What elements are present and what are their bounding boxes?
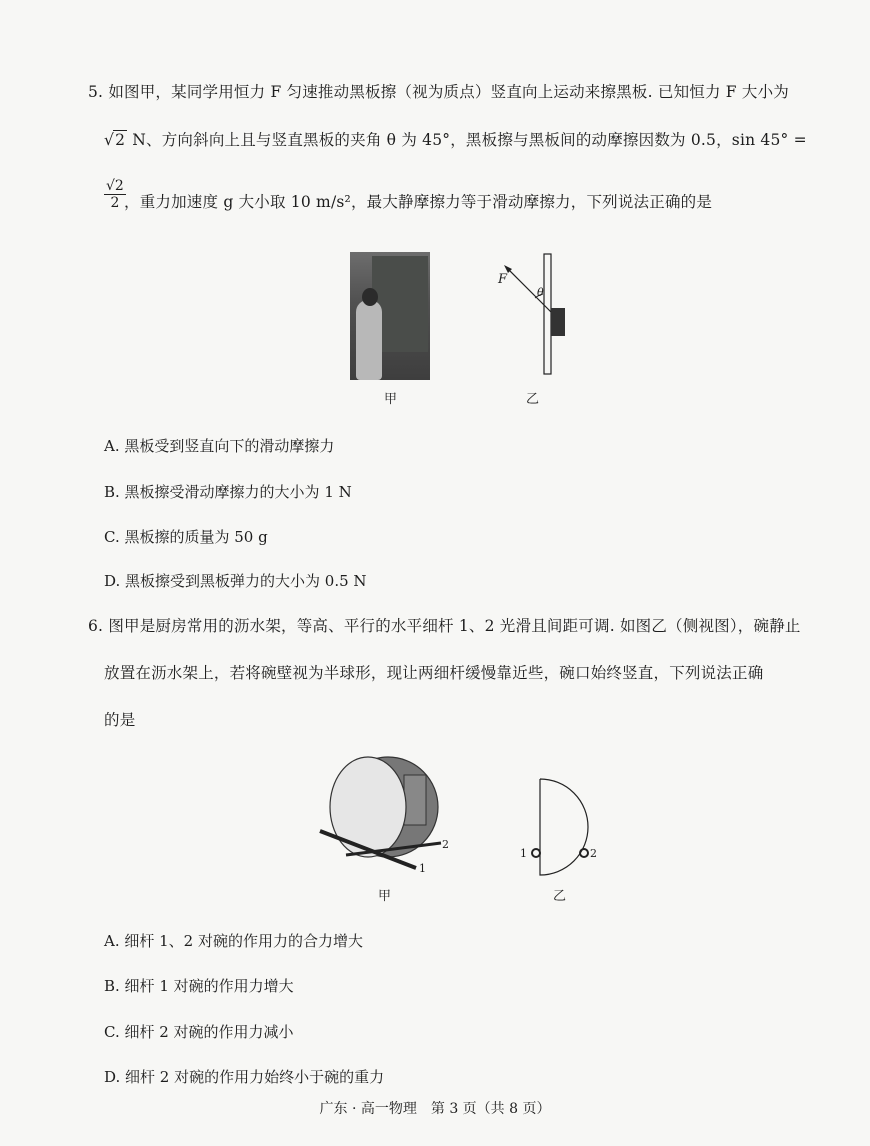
q5-frac-numerator: √2: [106, 178, 124, 194]
q5-photo-figure: [350, 252, 430, 380]
person-shape: [356, 300, 382, 380]
bowl-semicircle: [540, 779, 588, 875]
q5-stem-line2: √2 N、方向斜向上且与竖直黑板的夹角 θ 为 45°，黑板擦与黑板间的动摩擦因数为 0.5，sin 45° =: [104, 131, 807, 149]
q5-stem-line1: 5. 如图甲，某同学用恒力 F 匀速推动黑板擦（视为质点）竖直向上运动来擦黑板. 已知恒力 F 大小为: [88, 83, 789, 101]
q5-option-c: C. 黑板擦的质量为 50 g: [104, 528, 268, 546]
q5-fig-caption-left: 甲: [384, 392, 398, 407]
person-head-shape: [362, 288, 378, 306]
bowl-rim-shape: [330, 757, 406, 857]
q6-fig-jia-rod1-label: 1: [419, 862, 426, 875]
q6-stem-line3: 的是: [104, 711, 136, 729]
rod-2-circle: [580, 849, 588, 857]
q5-label-F: F: [498, 272, 508, 287]
q5-option-b: B. 黑板擦受滑动摩擦力的大小为 1 N: [104, 483, 352, 501]
q5-option-d: D. 黑板擦受到黑板弹力的大小为 0.5 N: [104, 572, 367, 590]
q6-fig-yi-rod1-label: 1: [520, 847, 527, 860]
q6-side-view: [520, 775, 600, 880]
q5-stem-line2-text: N、方向斜向上且与竖直黑板的夹角 θ 为 45°，黑板擦与黑板间的动摩擦因数为 0.5，sin 45° =: [127, 131, 807, 149]
q5-label-theta: θ: [537, 286, 544, 299]
q5-fig-caption-right: 乙: [526, 392, 540, 407]
q6-option-b: B. 细杆 1 对碗的作用力增大: [104, 977, 294, 995]
q5-option-a: A. 黑板受到竖直向下的滑动摩擦力: [104, 437, 335, 455]
q6-option-d: D. 细杆 2 对碗的作用力始终小于碗的重力: [104, 1068, 385, 1086]
q6-bowl-figure: [316, 755, 456, 880]
q6-fig-caption-right: 乙: [553, 889, 567, 904]
q6-fig-jia-rod2-label: 2: [442, 838, 449, 851]
q6-stem-line2: 放置在沥水架上，若将碗壁视为半球形，现让两细杆缓慢靠近些，碗口始终竖直，下列说法正确: [104, 664, 764, 682]
q5-sqrt-value: 2: [115, 131, 126, 149]
q5-stem-line3: ，重力加速度 g 大小取 10 m/s²，最大静摩擦力等于滑动摩擦力，下列说法正确的是: [124, 193, 713, 211]
q6-option-a: A. 细杆 1、2 对碗的作用力的合力增大: [104, 932, 363, 950]
q6-stem-line1: 6. 图甲是厨房常用的沥水架，等高、平行的水平细杆 1、2 光滑且间距可调. 如图乙（侧视图），碗静止: [88, 617, 801, 635]
bowl-foot-shape: [404, 775, 426, 825]
rod-1-circle: [532, 849, 540, 857]
q6-fig-caption-left: 甲: [378, 889, 392, 904]
q5-frac-denominator: 2: [110, 195, 120, 211]
blackboard-edge: [544, 254, 551, 374]
eraser-block: [551, 308, 565, 336]
q6-fig-yi-rod2-label: 2: [590, 847, 597, 860]
q5-sin-fraction: [104, 178, 126, 211]
q5-force-diagram: [490, 250, 580, 380]
page-footer: 广东 · 高一物理 第 3 页（共 8 页）: [319, 1101, 551, 1117]
q6-option-c: C. 细杆 2 对碗的作用力减小: [104, 1023, 294, 1041]
